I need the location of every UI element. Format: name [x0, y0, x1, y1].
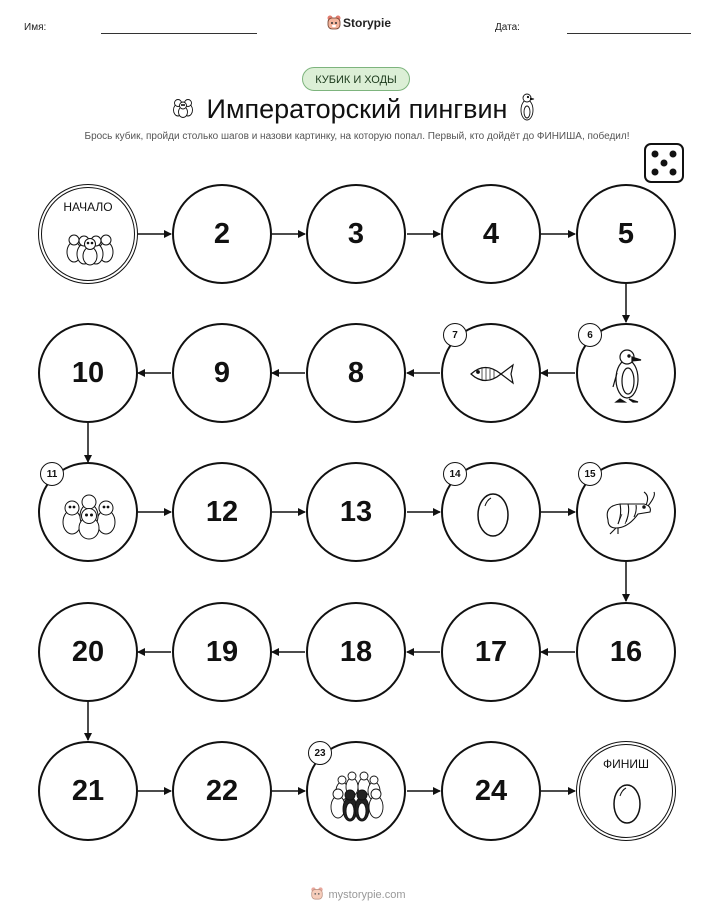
cell-number-badge: 6: [578, 323, 602, 347]
penguin-icon: [611, 347, 645, 408]
name-label: Имя:: [24, 22, 47, 33]
page-title: Императорский пингвин: [206, 94, 508, 124]
cell-number-badge: 23: [308, 741, 332, 765]
cell-number: 9: [213, 356, 231, 389]
cell-number-badge: 11: [40, 462, 64, 486]
cell-number: 17: [474, 635, 508, 668]
cell-number: 3: [347, 217, 365, 250]
cell-number-badge: 14: [443, 462, 467, 486]
board-cell[interactable]: [306, 323, 406, 423]
egg-icon: [611, 779, 643, 830]
shrimp-icon: [598, 490, 658, 541]
game-type-badge: КУБИК И ХОДЫ: [302, 67, 410, 91]
date-label: Дата:: [495, 22, 520, 33]
board-cell[interactable]: [38, 323, 138, 423]
cell-number-badge: 15: [578, 462, 602, 486]
board-cell[interactable]: [172, 184, 272, 284]
board-cell[interactable]: [172, 323, 272, 423]
cell-number: 24: [474, 774, 508, 807]
picture-cell[interactable]: [306, 741, 406, 841]
board-cell[interactable]: [38, 741, 138, 841]
board-cell[interactable]: [441, 602, 541, 702]
board-cell[interactable]: [576, 184, 676, 284]
finish-label: ФИНИШ: [602, 757, 650, 771]
board-cell[interactable]: [576, 602, 676, 702]
egg-icon: [475, 488, 511, 543]
board-cell[interactable]: [172, 602, 272, 702]
finish-cell[interactable]: [576, 741, 676, 841]
penguin-colony-icon: [328, 769, 388, 830]
picture-cell[interactable]: [576, 323, 676, 423]
cell-number: 5: [617, 217, 635, 250]
penguin-chicks-icon: [60, 492, 118, 545]
cell-number: 4: [482, 217, 500, 250]
cell-number: 10: [71, 356, 105, 389]
cell-number: 18: [339, 635, 373, 668]
start-cell[interactable]: [38, 184, 138, 284]
cell-number: 8: [347, 356, 365, 389]
cell-number: 22: [205, 774, 239, 807]
board-cell[interactable]: [441, 741, 541, 841]
board-cell[interactable]: [306, 462, 406, 562]
cell-number: 16: [609, 635, 643, 668]
picture-cell[interactable]: [441, 323, 541, 423]
cell-number: 2: [213, 217, 231, 250]
cell-number: 21: [71, 774, 105, 807]
board-cell[interactable]: [441, 184, 541, 284]
start-label: НАЧАЛО: [63, 200, 113, 214]
footer-link[interactable]: mystorypie.com: [328, 889, 406, 901]
fish-icon: [467, 359, 517, 394]
instructions: Брось кубик, пройди столько шагов и назови картинку, на которую попал. Первый, кто дойдёт до ФИНИША, победил!: [84, 131, 630, 142]
picture-cell[interactable]: [576, 462, 676, 562]
board-cell[interactable]: [306, 602, 406, 702]
picture-cell[interactable]: [38, 462, 138, 562]
cell-number: 13: [339, 495, 373, 528]
penguin-group-icon: [64, 228, 116, 271]
cell-number: 12: [205, 495, 239, 528]
brand-name: Storypie: [343, 16, 392, 30]
picture-cell[interactable]: [441, 462, 541, 562]
board-cell[interactable]: [172, 462, 272, 562]
board-cell[interactable]: [306, 184, 406, 284]
cell-number: 19: [205, 635, 239, 668]
board-cell[interactable]: [38, 602, 138, 702]
cell-number-badge: 7: [443, 323, 467, 347]
cell-number: 20: [71, 635, 105, 668]
board-cell[interactable]: [172, 741, 272, 841]
